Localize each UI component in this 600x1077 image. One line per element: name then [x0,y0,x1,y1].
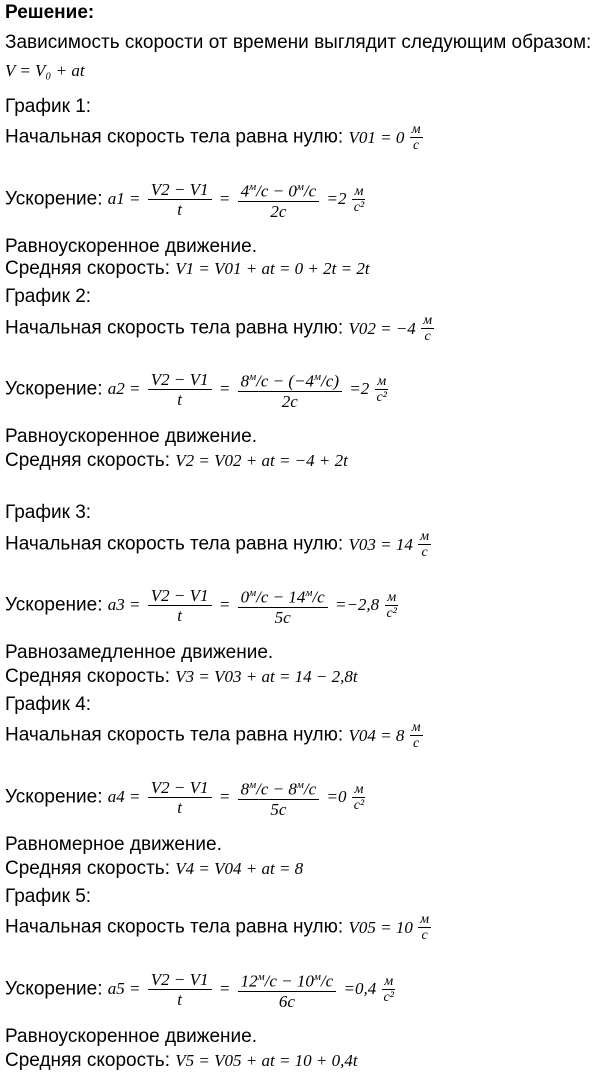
initial-velocity-line: Начальная скорость тела равна нулю: V01 = 0 $\frac{м}{с}$ [5,122,421,153]
main-formula: V = V₀ + at [5,60,85,80]
graph-title: График 2: [5,286,92,307]
acceleration-line: Ускорение: a2 = $\frac{V2 - V1}{t}$ = $\frac{8^м/с - (-4^м/с)}{2с}$ =2 $\frac{м}{\text{с²}}$ [5,369,387,411]
motion-type: Равнозамедленное движение. [5,642,274,663]
graph-title: График 5: [5,886,92,907]
motion-type: Равномерное движение. [5,834,222,855]
acceleration-line: Ускорение: a4 = $\frac{V2 - V1}{t}$ = $\frac{8^м/с - 8^м/с}{5с}$ =0 $\frac{м}{\text{с²}}$ [5,777,365,819]
initial-velocity-line: Начальная скорость тела равна нулю: V04 = 8 $\frac{м}{с}$ [5,720,421,751]
graph-title: График 3: [5,502,92,523]
motion-type: Равноускоренное движение. [5,426,257,447]
motion-type: Равноускоренное движение. [5,1026,257,1047]
average-velocity-line: Средняя скорость: V5 = V05 + at = 10 + 0,4t [5,1050,358,1071]
graph-title: График 4: [5,694,92,715]
acceleration-line: Ускорение: a3 = $\frac{V2 - V1}{t}$ = $\frac{0^м/с - 14^м/с}{5с}$ =−2,8 $\frac{м}{\text{с²}}$ [5,585,397,627]
average-velocity-line: Средняя скорость: V4 = V04 + at = 8 [5,858,304,879]
average-velocity-line: Средняя скорость: V1 = V01 + at = 0 + 2t = 2t [5,258,370,279]
motion-type: Равноускоренное движение. [5,236,257,257]
average-velocity-line: Средняя скорость: V3 = V03 + at = 14 − 2,8t [5,666,358,687]
solution-heading: Решение: [5,2,95,23]
acceleration-line: Ускорение: a1 = $\frac{V2 - V1}{t}$ = $\frac{4^м/с - 0^м/с}{2с}$ =2 $\frac{м}{\text{с²}}$ [5,179,365,221]
acceleration-line: Ускорение: a5 = $\frac{V2 - V1}{t}$ = $\frac{12^м/с - 10^м/с}{6с}$ =0,4 $\frac{м}{\text{с²}}$ [5,969,394,1011]
initial-velocity-line: Начальная скорость тела равна нулю: V05 = 10 $\frac{м}{с}$ [5,912,430,943]
intro-text: Зависимость скорости от времени выглядит следующим образом: [5,32,592,53]
average-velocity-line: Средняя скорость: V2 = V02 + at = −4 + 2t [5,450,348,471]
graph-title: График 1: [5,96,92,117]
initial-velocity-line: Начальная скорость тела равна нулю: V03 = 14 $\frac{м}{с}$ [5,529,430,560]
initial-velocity-line: Начальная скорость тела равна нулю: V02 = −4 $\frac{м}{с}$ [5,313,433,344]
